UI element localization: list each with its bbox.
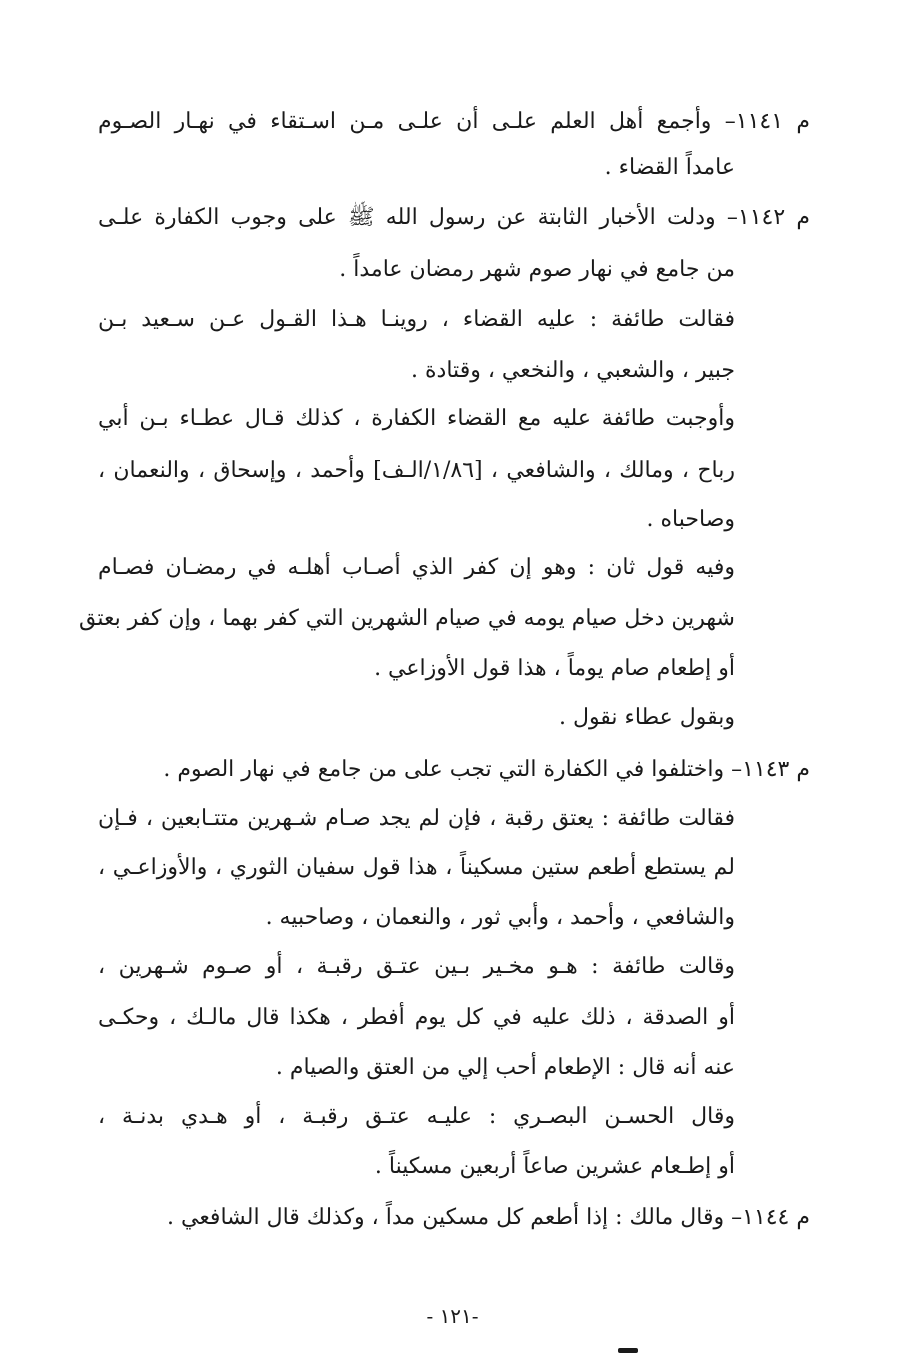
- text-line: جبير ، والشعبي ، والنخعي ، وقتادة .: [411, 358, 735, 383]
- text-line: رباح ، ومالك ، والشافعي ، [١/٨٦/الـف] وأحمد ، وإسحاق ، والنعمان ،: [98, 458, 735, 483]
- text-line: شهرين دخل صيام يومه في صيام الشهرين التي كفر بهما ، وإن كفر بعتق: [78, 606, 735, 631]
- page-number: -١٢١ -: [426, 1304, 479, 1328]
- text-line: من جامع في نهار صوم شهر رمضان عامداً .: [339, 257, 735, 282]
- text-line: والشافعي ، وأحمد ، وأبي ثور ، والنعمان ، وصاحبيه .: [265, 905, 735, 930]
- text-line: م ١١٤٤– وقال مالك : إذا أطعم كل مسكين مداً ، وكذلك قال الشافعي .: [167, 1205, 810, 1230]
- text-line: عنه أنه قال : الإطعام أحب إلي من العتق والصيام .: [275, 1055, 735, 1080]
- text-line: وصاحباه .: [646, 507, 735, 532]
- text-line: عامداً القضاء .: [604, 155, 735, 180]
- text-line: أو إطـعام عشرين صاعاً أربعين مسكيناً .: [374, 1154, 735, 1179]
- text-line: وفيه قول ثان : وهو إن كفر الذي أصـاب أهلـه في رمضـان فصـام: [98, 555, 735, 580]
- text-line: لم يستطع أطعم ستين مسكيناً ، هذا قول سفيان الثوري ، والأوزاعـي ،: [98, 855, 735, 880]
- text-line: أو إطعام صام يوماً ، هذا قول الأوزاعي .: [374, 656, 735, 681]
- text-line: فقالت طائفة : عليه القضاء ، روينـا هـذا القـول عـن سـعيد بـن: [98, 307, 735, 332]
- text-line: وبقول عطاء نقول .: [558, 705, 735, 730]
- text-line: م ١١٤٣– واختلفوا في الكفارة التي تجب على من جامع في نهار الصوم .: [163, 757, 810, 782]
- text-line: وقال الحسـن البصـري : عليـه عتـق رقبـة ، أو هـدي بدنـة ،: [98, 1104, 735, 1129]
- text-line: وقالت طائفة : هـو مخـير بـين عتـق رقبـة ، أو صـوم شـهرين ،: [98, 954, 735, 979]
- text-line: فقالت طائفة : يعتق رقبة ، فإن لم يجد صـام شـهرين متتـابعين ، فـإن: [98, 806, 735, 831]
- scan-mark: [618, 1348, 638, 1353]
- text-line: م ١١٤٢– ودلت الأخبار الثابتة عن رسول الله ﷺ على وجوب الكفارة علـى: [98, 205, 810, 230]
- text-line: م ١١٤١– وأجمع أهل العلم علـى أن علـى مـن اسـتقاء في نهـار الصـوم: [98, 109, 810, 134]
- text-line: وأوجبت طائفة عليه مع القضاء الكفارة ، كذلك قـال عطـاء بـن أبي: [98, 406, 735, 431]
- text-line: أو الصدقة ، ذلك عليه في كل يوم أفطر ، هكذا قال مالـك ، وحكـى: [98, 1005, 735, 1030]
